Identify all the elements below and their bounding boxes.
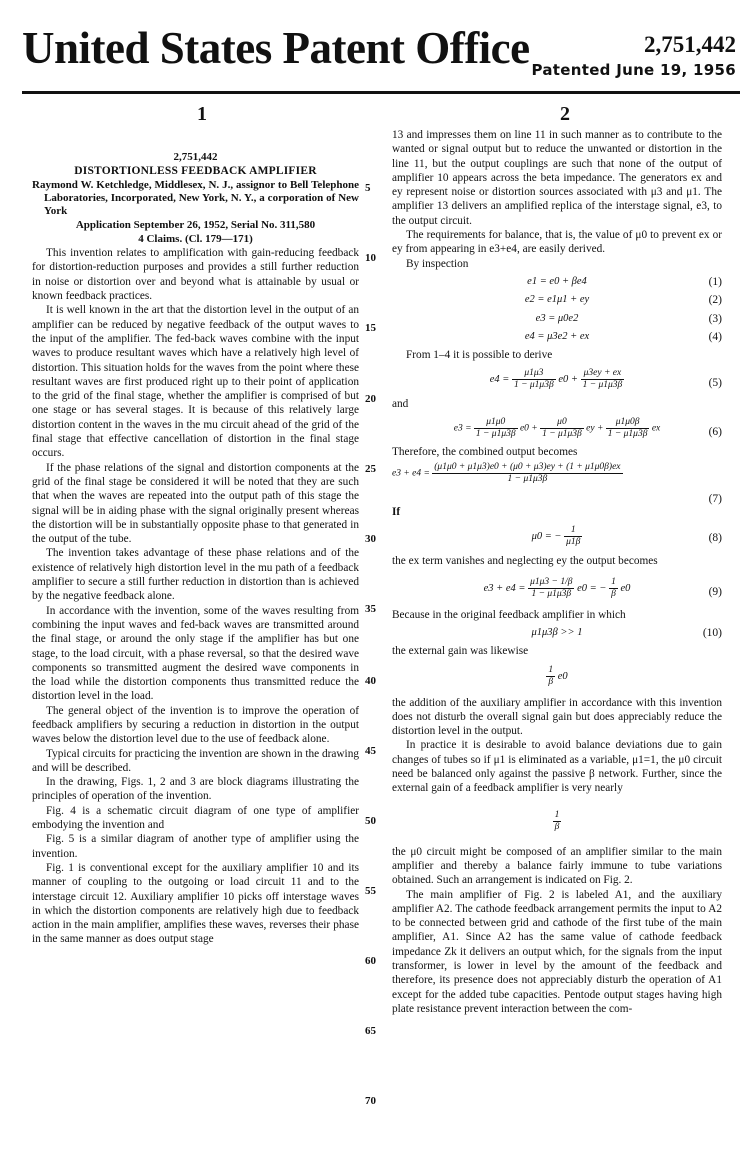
- equation-number: (5): [708, 377, 722, 390]
- eq-lhs: e3 =: [453, 423, 472, 434]
- paragraph: Fig. 5 is a similar diagram of another type of amplifier using the invention.: [32, 833, 359, 860]
- paragraph: By inspection: [406, 257, 469, 270]
- equation-10: [392, 626, 722, 640]
- denominator: 1 − μ1μ3β: [582, 380, 623, 391]
- column-number-right: 2: [560, 103, 570, 125]
- fraction: [553, 810, 562, 833]
- paragraph: Fig. 1 is conventional except for the auxiliary amplifier 10 and its manner of coupling to the outgoing or load circuit 11 and to the interstage circuit 12. Auxiliary amplifier 10 picks off interstage waves in which the distortion components are relatively high due to feedback action in the main amplifier, amplifies these waves, reverses their phase in the same manner as does output stage: [32, 861, 359, 946]
- equation-number: (4): [708, 330, 722, 343]
- equation-8: [392, 525, 722, 548]
- paragraph: the μ0 circuit might be composed of an amplifier similar to the main amplifier and thereby a balance fairly immune to tube variations obtained. Such an arrangement is indicated on Fig. 2.: [392, 845, 722, 887]
- equation-number: (1): [708, 275, 722, 288]
- fraction: [474, 417, 518, 440]
- paragraph: From 1–4 it is possible to derive: [406, 349, 553, 362]
- fraction: [546, 665, 555, 688]
- numerator: μ1μ0β: [606, 417, 650, 429]
- patent-number: 2,751,442: [644, 32, 736, 57]
- fraction: [564, 525, 582, 548]
- inventor-text: Raymond W. Ketchledge, Middlesex, N. J., assignor to Bell Telephone Laboratories, Incorporated, New York, N. Y., a corporation of New York: [32, 178, 359, 217]
- eq-lhs: μ0 = −: [531, 531, 562, 543]
- eq-term: e0 +: [519, 423, 538, 434]
- paragraph: In practice it is desirable to avoid balance deviations due to gain changes of tubes so if μ1 is eliminated as a variable, μ1=1, the μ0 circuit need be balanced only against the passive β network. Further, since the external gain of a feedback amplifier is very nearly: [392, 739, 722, 795]
- inventor-assignee: [32, 179, 359, 218]
- equation-number: (3): [708, 312, 722, 325]
- eq-term: e0: [557, 670, 568, 682]
- equation-4: [392, 330, 722, 344]
- eq-term: e0 = −: [577, 582, 607, 594]
- eq-term: ey +: [586, 423, 604, 434]
- equation-5: [392, 368, 722, 391]
- equation-number: (7): [708, 493, 722, 506]
- equation-2: [392, 293, 722, 307]
- paragraph: the external gain was likewise: [392, 645, 529, 658]
- denominator: 1 − μ1μ3β: [607, 428, 648, 439]
- equation-1: [392, 275, 722, 289]
- numerator: μ1μ3 − 1/β: [530, 576, 573, 587]
- line-number: 10: [365, 252, 376, 264]
- line-number: 15: [365, 322, 376, 334]
- numerator: (μ1μ0 + μ1μ3)e0 + (μ0 + μ3)ey + (1 + μ1μ0β)ex: [434, 462, 621, 473]
- line-number: 5: [365, 182, 371, 194]
- line-number: 50: [365, 815, 376, 827]
- paragraph: In the drawing, Figs. 1, 2 and 3 are block diagrams illustrating the principles of operation of the invention.: [32, 776, 359, 803]
- paragraph: The invention takes advantage of these phase relations and of the existence of relatively high distortion level in the mu path of a feedback amplifier to secure a still further reduction in distortion than is achieved by the negative feedback alone.: [32, 547, 359, 603]
- equation-7: [392, 462, 722, 506]
- fraction: [606, 417, 650, 440]
- paragraph: 13 and impresses them on line 11 in such manner as to contribute to the wanted or signal output but to reduce the unwanted or distortion in the line 11, but the output couplings are such that none of the output of amplifier 10 appears across the beta impedance. The generators ex and ey represent noise or distortion sources associated with μ3 and μ1. The amplifier 13 delivers an amplified replica of the interstage signal, e3, to the output circuit.: [392, 129, 722, 227]
- line-number: 30: [365, 533, 376, 545]
- fraction: [512, 368, 556, 391]
- paragraph: Typical circuits for practicing the invention are shown in the drawing and will be described.: [32, 747, 359, 774]
- left-column: [32, 150, 359, 947]
- denominator: 1 − μ1μ3β: [507, 474, 548, 485]
- line-number: 25: [365, 463, 376, 475]
- line-number: 40: [365, 675, 376, 687]
- numerator: μ1μ3: [512, 368, 556, 380]
- header-rule: [22, 91, 740, 94]
- paragraph: If the phase relations of the signal and distortion components at the grid of the final stage be considered it will be noted that they are such that when the waves are repeated into the output path of this stage the signal will be in aiding phase with the signal originally present whereas the distortion will be in substantially opposite phase to that generated in the output of the tube.: [32, 461, 359, 546]
- equation-expr: e2 = e1μ1 + ey: [524, 294, 590, 306]
- numerator: 1: [611, 576, 616, 587]
- paragraph: In accordance with the invention, some of the waves resulting from combining the input waves and fed-back waves are transmitted around the final stage, or around the only stage if the amplifier has but one stage, to the load circuit, with a phase reversal, so that the desired wave components so transmitted augment the desired wave components in the load while the distortion components thus transmitted reduce the distortion level in the load.: [32, 604, 359, 703]
- application-info: Application September 26, 1952, Serial No. 311,580: [75, 218, 316, 231]
- patent-title: DISTORTIONLESS FEEDBACK AMPLIFIER: [74, 165, 317, 178]
- fraction: [540, 417, 584, 440]
- paragraph: The general object of the invention is to improve the operation of feedback amplifiers by securing a reduction in distortion in the output waves below the distortion level due to the use of feedback alone.: [32, 704, 359, 746]
- equation-11: [392, 665, 722, 688]
- equation-expr: e3 = μ0e2: [535, 312, 579, 324]
- paragraph: the addition of the auxiliary amplifier in accordance with this invention does not disturb the overall signal gain but does appreciably reduce the distortion level in the output.: [392, 696, 722, 738]
- eq-lhs: e3 + e4 =: [483, 582, 526, 594]
- eq-term: e0 +: [558, 374, 578, 386]
- column-number-left: 1: [197, 103, 207, 125]
- paragraph: Therefore, the combined output becomes: [392, 445, 578, 458]
- denominator: β: [548, 676, 554, 687]
- line-number: 35: [365, 603, 376, 615]
- equation-expr: μ1μ3β >> 1: [531, 626, 583, 638]
- paragraph: The main amplifier of Fig. 2 is labeled A1, and the auxiliary amplifier A2. The cathode feedback arrangement permits the input to A2 to be connected between grid and cathode of the first tube of the main amplifier, A1. Since A2 has the same value of cathode feedback impedance Zk it delivers an output which, for the signals from the input transformer, is lower in level by the amount of the feedback and therefore, its presence does not appreciably disturb the operation of A1 except for the added tube capacities. Pentode output stages having high plate resistance prevent interaction between the com-: [392, 888, 722, 1015]
- paragraph: Fig. 4 is a schematic circuit diagram of one type of amplifier embodying the invention and: [32, 804, 359, 832]
- fraction: [528, 577, 574, 600]
- numerator: 1: [548, 664, 554, 675]
- numerator: μ1μ0: [474, 417, 518, 429]
- equation-expr: e4 = μ3e2 + ex: [524, 330, 590, 342]
- numerator: μ3ey + ex: [581, 368, 625, 380]
- paragraph: This invention relates to amplification with gain-reducing feedback for distortion-reduction purposes and provides a still further reduction in noise or distortion over and beyond what is attainable by usual or known feedback practices.: [32, 247, 359, 303]
- paragraph: If: [392, 506, 401, 519]
- equation-6: [392, 417, 722, 440]
- paragraph: the ex term vanishes and neglecting ey the output becomes: [392, 555, 658, 568]
- line-number: 70: [365, 1095, 376, 1107]
- line-number: 60: [365, 955, 376, 967]
- equation-12: [392, 810, 722, 833]
- claims-info: 4 Claims. (Cl. 179—171): [138, 232, 253, 245]
- equation-number: (10): [702, 626, 722, 639]
- equation-9: [392, 577, 722, 600]
- eq-lhs: e3 + e4 =: [392, 468, 430, 479]
- equation-3: [392, 312, 722, 326]
- fraction: [581, 368, 625, 391]
- equation-number: (8): [708, 532, 722, 545]
- line-number: 55: [365, 885, 376, 897]
- denominator: β: [611, 588, 616, 599]
- denominator: 1 − μ1μ3β: [475, 428, 516, 439]
- equation-number: (9): [708, 585, 722, 598]
- eq-lhs: e4 =: [489, 374, 510, 386]
- line-number: 20: [365, 393, 376, 405]
- paragraph: The requirements for balance, that is, the value of μ0 to prevent ex or ey from appearing in e3+e4, are easily derived.: [392, 229, 722, 256]
- denominator: μ1β: [566, 537, 581, 548]
- front-patent-number: 2,751,442: [173, 151, 218, 163]
- fraction: [609, 577, 618, 600]
- eq-term: e0: [620, 582, 631, 594]
- line-number: 65: [365, 1025, 376, 1037]
- numerator: 1: [564, 525, 582, 537]
- equation-number: (6): [708, 425, 722, 438]
- office-title: United States Patent Office: [22, 23, 530, 73]
- line-number: 45: [365, 745, 376, 757]
- paragraph: It is well known in the art that the distortion level in the output of an amplifier can be reduced by negative feedback of the output waves to the input of the amplifier. The fed-back waves combine with the input waves to produce resultant waves which have a relatively high level of distortion. This situation holds for the waves from the point where these resultant waves are first produced right up to their point of application to the grid of the final stage, whether the amplifier is comprised of but one stage or has several stages. It is because of this relatively large distortion content in the waves in the mu circuit ahead of the grid of the final stage that effective cancellation of distortion in the final stage occurs.: [32, 304, 359, 460]
- paragraph: Because in the original feedback amplifier in which: [392, 608, 626, 621]
- denominator: β: [554, 821, 560, 832]
- equation-expr: e1 = e0 + βe4: [527, 275, 587, 287]
- fraction: [432, 462, 622, 485]
- denominator: 1 − μ1μ3β: [514, 380, 554, 391]
- denominator: 1 − μ1μ3β: [531, 588, 572, 599]
- eq-term: ex: [651, 423, 661, 434]
- numerator: 1: [554, 809, 560, 820]
- denominator: 1 − μ1μ3β: [542, 428, 582, 439]
- numerator: μ0: [540, 417, 584, 429]
- paragraph: and: [392, 398, 409, 411]
- equation-number: (2): [708, 294, 722, 307]
- right-column: [392, 128, 722, 1016]
- patent-date: Patented June 19, 1956: [531, 61, 736, 79]
